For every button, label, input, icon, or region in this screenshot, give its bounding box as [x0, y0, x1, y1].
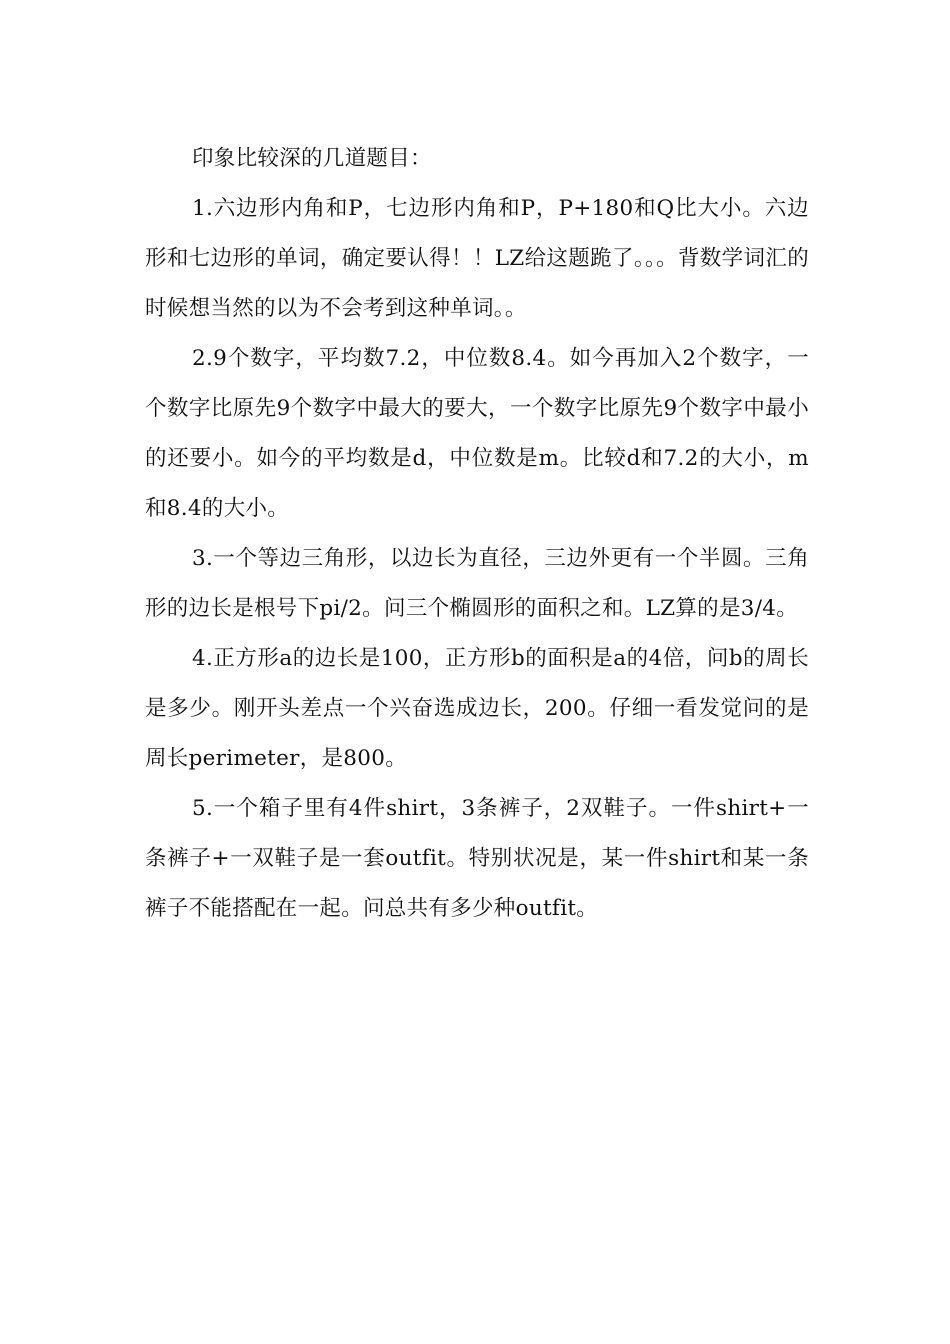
document-heading: 印象比较深的几道题目：	[192, 146, 432, 171]
question-1: 1.六边形内角和P，七边形内角和P，P+180和Q比大小。六边形和七边形的单词，确定要认得！！LZ给这题跪了。。。背数学词汇的时候想当然的以为不会考到这种单词。。	[145, 196, 809, 321]
question-4: 4.正方形a的边长是100，正方形b的面积是a的4倍，问b的周长是多少。刚开头差点一个兴奋选成边长，200。仔细一看发觉问的是周长perimeter，是800。	[145, 646, 809, 771]
question-5: 5.一个箱子里有4件shirt，3条裤子，2双鞋子。一件shirt+一条裤子+一双鞋子是一套outfit。特别状况是，某一件shirt和某一条裤子不能搭配在一起。问总共有多少种outfit。	[145, 796, 809, 921]
question-3: 3.一个等边三角形，以边长为直径，三边外更有一个半圆。三角形的边长是根号下pi/2。问三个椭圆形的面积之和。LZ算的是3/4。	[145, 546, 809, 621]
question-2: 2.9个数字，平均数7.2，中位数8.4。如今再加入2个数字，一个数字比原先9个数字中最大的要大，一个数字比原先9个数字中最小的还要小。如今的平均数是d，中位数是m。比较d和7.2的大小，m和8.4的大小。	[145, 346, 809, 521]
document-page	[145, 134, 809, 934]
